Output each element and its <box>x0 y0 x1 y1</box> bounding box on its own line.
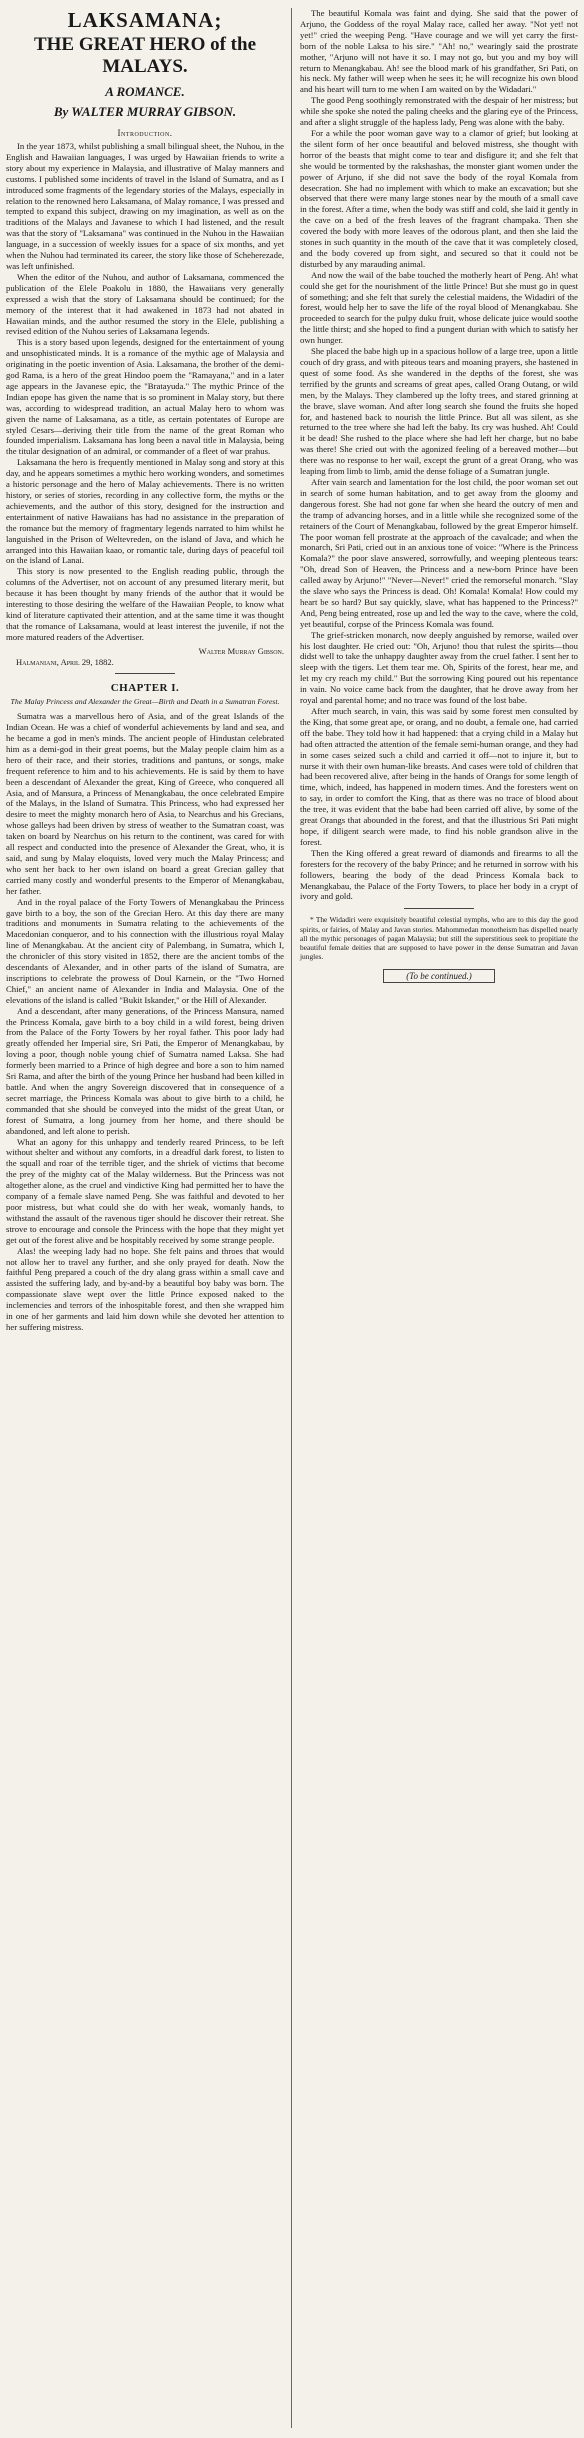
dateline: Halmaniani, April 29, 1882. <box>16 656 114 667</box>
masthead-title: LAKSAMANA; <box>67 8 223 32</box>
section-divider <box>115 673 175 674</box>
chapter-paragraph: Then the King offered a great reward of diamonds and firearms to all the foresters for the recovery of the baby Prince; and he returned in sorrow with his followers, bearing the body of the dead Princess Komala back to Menangkabau, the Palace of the Forty Towers, to place her body in a crypt of ivory and gold. <box>300 847 578 902</box>
chapter-heading: CHAPTER I. <box>110 681 180 694</box>
chapter-paragraph: What an agony for this unhappy and tenderly reared Princess, to be left without shelter and without any comforts, in a dreadful dark forest, to listen to the squall and roar of the terrible tiger, and the shriek of victims that become the prey of the mighty cat of the Malay wilderness. But the Princess was not altogether alone, as the cruel and vindictive King had permitted her to have the company of a female slave named Peng. She was faithful and devoted to her poor mistress, but what could she do with her weak, womanly hands, to withstand the assault of the ravenous tiger should he discover their retreat. She strove to encourage and console the Princess with the hope that they might yet get out of the forest alive and be hospitably received by some strange people. <box>6 1136 284 1245</box>
left-column <box>6 8 284 1333</box>
footnote: * The Widadiri were exquisitely beautiful celestial nymphs, who are to this day the good spirits, or fairies, of Malay and Javan stories. Mahommedan monotheism has dispelled nearly all the mythic personages of pagan Malaysia; but still the superstitious seek to propitiate the beautiful female deities that are supposed to have power in the dense Sumatran and Javan jungles. <box>300 915 578 962</box>
intro-paragraph: In the year 1873, whilst publishing a small bilingual sheet, the Nuhou, in the English and Hawaiian languages, I was urged by Hawaiian friends to write a story about my experience in Malaysia, and illustrative of Malay manners and customs. I published some incidents of travel in the Island of Sumatra, and as I introduced some fragments of the legendary stories of the Malays, especially in relation to the renowned hero Laksamana, of Malay romance, I was pressed and tempted to expand this subject, drawing on my imagination, as well as on the traditions of the Malays and Javanese to which I had listened, and the result was that the story of "Laksamana" was continued in the Nuhou in the Hawaiian language, in a succession of weekly issues for a space of six months, and yet when the Nuhou had terminated its career, the story like those of Scheherezade, was left unfinished. <box>6 141 284 271</box>
chapter-paragraph: For a while the poor woman gave way to a clamor of grief; but looking at the silent form of her once beautiful and beloved mistress, she thought with horror of the beasts that might come to tear and disfigure it; and she felt that she would be tormented by the rakshashas, the monster giant women under the power of Arjuno, if she did not save the body of the royal Komala from desecration. She had no implement with which to make an excavation; but she observed that there were many large stones near by the mouth of a small cave in the forest. After a time, when the body was stiff and cold, she laid it gently in the cave on a bed of the fresh leaves of the fragrant champaka. Then she covered the body with more leaves of the odorous plant, and then she laid the stones in such quantity in the mouth of the cave that it was completely closed, and the body covered up from sight, and secured so that it could not be disturbed by any marauding animal. <box>300 127 578 269</box>
intro-paragraph: This story is now presented to the English reading public, through the columns of the Advertiser, not on account of any presumed literary merit, but because it has been thought by many friends of the author that it would be interesting to those desiring the welfare of the Hawaiian People, to know what kind of literature captivated their attention, and at the same time it was thought that the romance of Laksamana, would at least interest the juvenile, if not the more matured readers of the Advertiser. <box>6 566 284 642</box>
footnote-divider <box>404 908 474 909</box>
intro-paragraph: When the editor of the Nuhou, and author of Laksamana, commenced the publication of the Elele Poakolu in 1880, the Hawaiians very generally expressed a wish that the story of Laksamana should be continued; for the memory of the interest that it had awakened in 1873 had not abated in Hawaiian minds, and the author resumed the story in the Elele, publishing a revised edition of the Nuhou series of Laksamana legends. <box>6 271 284 337</box>
chapter-paragraph: And in the royal palace of the Forty Towers of Menangkabau the Princess gave birth to a boy, the son of the Grecian Hero. At this day there are many traditions and monuments in Sumatra relating to the achievements of the Macedonian conqueror, and to his connection with the illustrious royal Malay line of Menangkabau. At the ancient city of Palembang, in Sumatra, which I, the chronicler of this story visited in 1852, there are the ancient tombs of the descendants of Alexander, and in other parts of the island of Sumatra, are inscriptions to celebrate the prowess of Doul Karnein, or the "Two Horned Chief," an ancient name of Alexander in India and Malaysia. One of the elevations of the island is called "Bukit Iskander," or the Hill of Alexander. <box>6 896 284 1005</box>
intro-paragraph: Laksamana the hero is frequently mentioned in Malay song and story at this day, and he appears sometimes a mythic hero working wonders, and sometimes a historic personage and the hero of Malay achievements. There is no written history, or series of stories, recording in any collective form, the myths or the achievements, and the author of this story, designed for the instruction and entertainment of native Hawaiians has had no assistance in the preparation of the romance but the memory of fragmentary legends narrated to him whilst he languished in the Prison of Weltevreden, on the island of Java, and which he arranged into this Hawaiian kaao, or romantic tale, during days of peaceful toil on the island of Lanai. <box>6 457 284 566</box>
column-rule <box>291 8 292 2428</box>
chapter-paragraph: And now the wail of the babe touched the motherly heart of Peng. Ah! what could she get for the nourishment of the little Prince! But she must go in quest of something; and she felt that surely the celestial maidens, the Widadiri of the forest, would help her to save the life of the royal blood of Menangkabau. She proceeded to search for the pulpy duku fruit, whose delicate juice would soothe the little thirst; and she hoped to find a pungent durian with which to satisfy her own hunger. <box>300 269 578 346</box>
chapter-paragraph: She placed the babe high up in a spacious hollow of a large tree, upon a little couch of dry grass, and with piteous tears and moaning prayers, she hastened in quest of some food. As she wandered in the depths of the forest, she was terrified by the grunts and screams of great apes, called Orang Outang, or wild men, by the Malays. They clambered up the lofty trees, and stared grinning at the brave, slave woman. And after long search she found the fruits she hoped for, and hastened back to nourish the little Prince. But all was silent, as she returned to the tree where she had left the baby. Its cry was hushed. Ah! Could it be dead! She rushed to the place where she had left her charge, but no babe was there! She cried out with the agonized feeling of a bereaved mother—but there was no response to her wail, except the grunt of a great Orang, who was leaping from limb to limb, amid the dense foliage of a Sumatran jungle. <box>300 346 578 477</box>
chapter-paragraph: After vain search and lamentation for the lost child, the poor woman set out in search of some human habitation, and to get away from the gloomy and dangerous forest. She had not gone far when she heard the outcry of men and the tramp of advancing horses, and in a little while she recognized some of the retainers of the Court of Menangkabau, followed by the great Emperor himself. The poor woman fell prostrate at the approach of the cavalcade; and when the monarch, Sri Pati, cried out in an anxious tone of voice: "Where is the Princess Komala?" the poor slave answered, sorrowfully, and weeping plenteous tears: "Oh, dread Son of Heaven, the Princess and a new-born Prince have been called away by Arjuno!" "Never—Never!" cried the remorseful monarch. "Slay the slave who says the Princess is dead. Oh! Komala! Komala! How could my heart be so hard? But say quickly, slave, what has happened to the Princess?" And, Peng being entreated, rose up and led the way to the cave, where the cold, yet beautiful, corpse of the Princess Komala was found. <box>300 476 578 629</box>
to-be-continued: (To be continued.) <box>383 969 495 983</box>
chapter-paragraph: Sumatra was a marvellous hero of Asia, and of the great Islands of the Indian Ocean. He was a chief of wonderful achievements by land and sea, and he became a god in men's minds. The ancient people of Hindustan celebrated him as a demi-god in their great poems, but the Malay people claim him as a hero of their race, and their stories, traditions and pantuns, or songs, make frequent reference to him and to his achievements. He is said by them to have been a descendant of Alexander the great, King of Greece, who conquered all Asia, and of Mansura, a Princess of Menangkabau, the once celebrated Empire of the Malays, in the Island of Sumatra. This Princess, who had expressed her desire to meet the mighty monarch hero of Asia, to Nearchus and his Grecians, whose galleys had been driven by stress of weather to the Sumatran coast, was taken on board by Nearchus on his return to the continent, was cared for with all respect and conducted into the presence of Alexander the Great, who, it is said, and sung by Malay eloquists, loved very much the Malay Princess; and who sent her back to her own island on board a great Grecian galley that carried many costly and wonderful presents to the Emperor of Menangkabau, her father. <box>6 711 284 896</box>
intro-paragraph: This is a story based upon legends, designed for the entertainment of young and unsophisticated minds. It is a romance of the mythic age of Malaysia and originating in the poetic invention of Asia. Laksamana, the brother of the demi-god Rama, is a hero of the great Hindoo poem the "Ramayana," and in a later age appears in the Javanese epic, the "Bratayuda." The mythic Prince of the Indian epope has given the name that is so prominent in Malay story, but there was, according to widespread tradition, an actual Malay hero to whom was given the name of Laksamana, as a title, as certain potentates of Europe are styled Cesars—deriving their title from the name of the great Roman who founded imperialism. Laksamana has long been a naval title in Malaysia, being the titular designation of an admiral, or commander of a fleet of war prahus. <box>6 337 284 457</box>
byline: By WALTER MURRAY GIBSON. <box>53 104 237 119</box>
author-signature: Walter Murray Gibson. <box>198 645 284 656</box>
chapter-paragraph: After much search, in vain, this was said by some forest men consulted by the King, that some great ape, or orang, and no doubt, a female one, had carried off the babe. They told how it had happened: that a crying child in a Malay hut had often attracted the attention of the female semi-human orange, and they had in some cases seized such a child and carried it off—not to injure it, but to nurse it with their own human-like breasts. And cases were told of children that had been recovered alive, after being in the hands of Orangs for some length of time, which, indeed, has happened in modern times. And the foresters went on to say, in order to comfort the King, that as there was no trace of blood about the tree, it was evident that the babe had been carried off alive, by some of the great Orangs that abounded in the forest, and that the illustrious Sri Pati might hope, if diligent search were made, to find his noble grandson alive in the forest. <box>300 706 578 847</box>
chapter-paragraph: And a descendant, after many generations, of the Princess Mansura, named the Princess Komala, gave birth to a boy child in a wild forest, being driven from the Palace of the Forty Towers by her royal father. This poor lady had greatly offended her Imperial sire, Sri Pati, the Emperor of Menangkabau, by loving a poor, though noble young chief of Sumatra named Laksa. She had formerly been married to a Prince of high degree and bore a son to him named Sri Rama, and after the birth of the young Prince her husband had been killed in battle. And when the angry Sovereign discovered that in consequence of a secret marriage, the Princess Komala was about to give birth to a child, he commanded that she should be conveyed into the midst of the great Utan, or forest of Sumatra, a long journey from her home, and there should be abandoned, and left alone to perish. <box>6 1005 284 1136</box>
chapter-paragraph: The beautiful Komala was faint and dying. She said that the power of Arjuno, the Goddess of the royal Malay race, called her away. "Not yet! not yet!" cried the weeping Peng. "Have courage and we will yet carry the first-born of the noble Laksa to his sire." "Ah! no," wearingly said the prostrate mother, "Arjuno will not have it so. I may not go, but you and my boy will return to Menangkabau. Ah! see the blood mark of his grandfather, Sri Pati, on his neck. My father will weep when he sees it; he will recognize his own blood and his heart will turn to me when I am waited on by the Widadari." <box>300 8 578 95</box>
masthead-genre: A ROMANCE. <box>105 84 185 99</box>
masthead-subtitle: THE GREAT HERO of the MALAYS. <box>33 34 257 77</box>
right-column <box>300 8 578 983</box>
introduction-heading: Introduction. <box>117 128 173 138</box>
chapter-subtitle: The Malay Princess and Alexander the Great—Birth and Death in a Sumatran Forest. <box>10 696 280 706</box>
chapter-paragraph: Alas! the weeping lady had no hope. She felt pains and throes that would not allow her to travel any further, and she only prayed for death. Now the faithful Peng prepared a couch of the dry alang grass within a small cave and assisted the suffering lady, and by-and-by a beautiful boy baby was born. The compassionate slave wept over the little Prince exposed naked to the inclemencies and terrors of the inhospitable forest, and then she wrapped him in one of her garments and laid him down while she devoted her attention to her suffering mistress. <box>6 1245 284 1332</box>
chapter-paragraph: The grief-stricken monarch, now deeply anguished by remorse, wailed over his lost daughter. He cried out: "Oh, Arjuno! thou that rulest the spirits—thou didst well to take the unhappy daughter away from the cruel father. I sent her to sleep with the tigers. Let them tear me. Oh, Spirits of the forest, hear me, and let my cry reach my child." But the sorrowing King poured out his repentance in vain. No voice came back from the daughter, that he drove away from her royal and parental home; and no trace was found of the lost babe. <box>300 629 578 706</box>
chapter-paragraph: The good Peng soothingly remonstrated with the despair of her mistress; but while she spoke she noted the paling cheeks and the glaring eye of the Princess, and after a slight struggle of the hapless lady, Peng was alone with the baby. <box>300 95 578 128</box>
